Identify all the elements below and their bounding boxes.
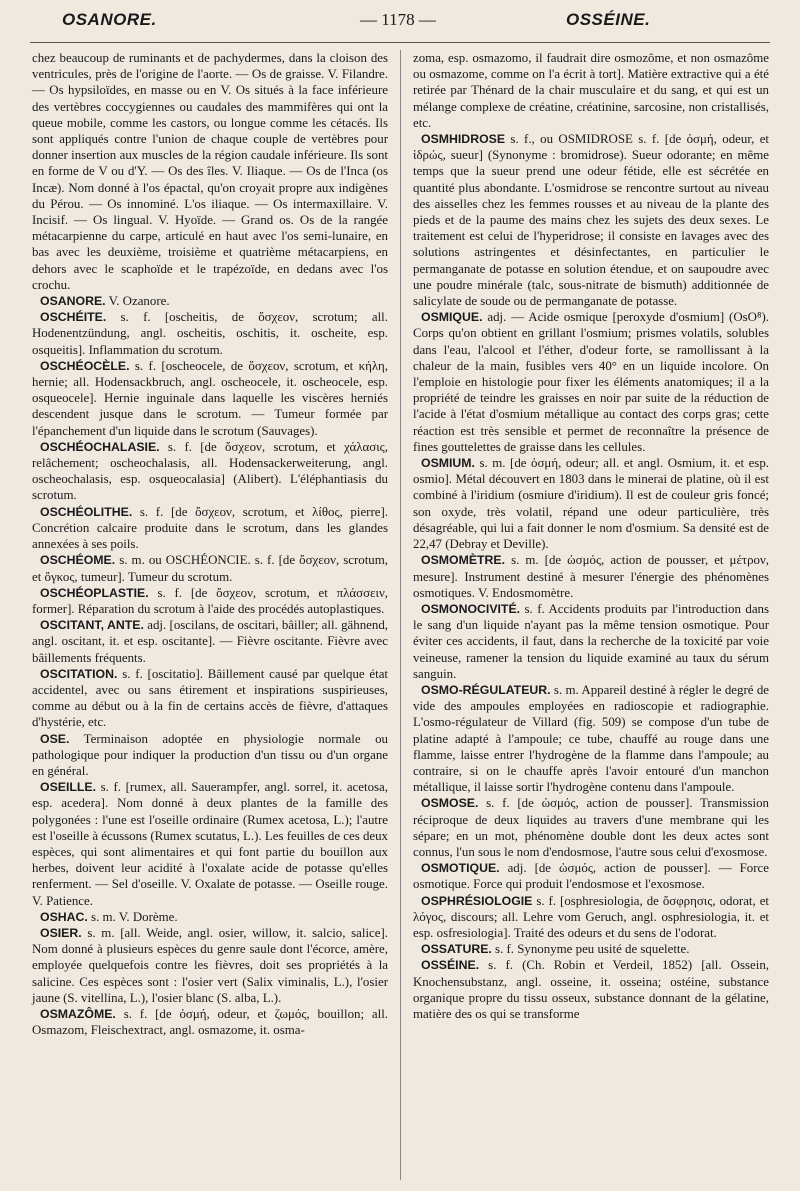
entry-text: s. f. [oscheitis, de ὄσχεον, scrotum; all. Hodenentzündung, angl. oscheitis, oschitis, it. oscheite, esp. osqueitis]. Inflammation du scrotum. [32,310,388,357]
entry-headword: OSMIQUE. [421,310,483,325]
dictionary-entry [413,893,769,942]
entry-headword: OSIER. [40,925,82,940]
header-rule [30,42,770,43]
column-divider [400,50,401,1180]
entry-headword: OSMOTIQUE. [421,861,500,876]
dictionary-entry [32,585,388,617]
entry-headword: OSCHÉOPLASTIE. [40,585,149,600]
dictionary-entry [32,925,388,1006]
entry-text: chez beaucoup de ruminants et de pachydermes, dans la cloison des ventricules, près de l'origine de l'aorte. — Os de graisse. V. Filandre. — Os hypsiloïdes, en masse ou en V. Os situés à la face inférieure des vertèbres coccygiennes ou caudales des mammifères qui ont la queue mobile, comme les castors, ou longue comme les cétacés. Ils sont appliqués contre l'union de chaque couple de vertèbres pour donner insertion aux muscles de la région caudale inférieure. Ils sont en forme de V ou d'Y. — Os des îles. V. Iliaque. — Os de l'Inca (os Incæ). Nom donné à l'os épactal, qu'on croyait propre aux indigènes du Pérou. — Os innominé. L'os iliaque. — Os intermaxillaire. V. Incisif. — Os lingual. V. Hyoïde. — Grand os. Os de la rangée métacarpienne du carpe, articulé en haut avec l'os semi-lunaire, en bas avec les deuxième, troisième et quatrième métacarpiens, en dehors avec le scaphoïde et le trapézoïde, en dedans avec l'os crochu. [32,51,388,292]
entry-headword: OSCHÉOLITHE. [40,504,133,519]
entry-headword: OSPHRÉSIOLOGIE [421,893,533,908]
entry-headword: OSEILLE. [40,780,97,795]
dictionary-entry [32,552,388,584]
entry-headword: OSANORE. [40,294,106,309]
header-right-word: OSSÉINE. [566,10,651,29]
entry-text: s. m. V. Dorème. [87,909,178,924]
entry-headword: OSE. [40,731,70,746]
dictionary-entry [413,957,769,1022]
entry-text: s. f. [de ὀσμή, odeur, et ζωμός, bouillon; all. Osmazom, Fleischextract, angl. osmazome, it. osma- [32,1006,388,1038]
entry-headword: OSCITANT, ANTE. [40,618,144,633]
dictionary-entry [32,909,388,925]
entry-text: s. f. (Ch. Robin et Verdeil, 1852) [all. Ossein, Knochensubstanz, angl. osseine, it. osseina; ostéine, substance organique propre du tissu osseux, substance donnant de la gélatine, matière des os qui se transforme [413,958,769,1021]
entry-text: s. f. [de ὄσχεον, scrotum, et λίθος, pierre]. Concrétion calcaire produite dans le scrotum, dans les glandes annexées à ses poils. [32,504,388,552]
entry-headword: OSCHÉOME. [40,553,116,568]
entry-text: Terminaison adoptée en physiologie normale ou pathologique pour indiquer la production d'un tissu ou d'un organe en général. [32,731,388,778]
entry-headword: OSMOMÈTRE. [421,553,506,568]
dictionary-entry [413,682,769,795]
dictionary-entry [32,293,388,309]
entry-text: s. f. Accidents produits par l'introduction dans le sang d'un liquide n'ayant pas la même tension osmotique. Pour éviter ces accidents, il faut, dans la recherche de la toxicité par voie veineuse, ramener la tension du liquide examiné au taux du sérum sanguin. [413,601,769,681]
dictionary-entry [32,1006,388,1038]
entry-text: s. f. [oscitatio]. Bâillement causé par quelque état accidentel, avec ou sans étirement et inspirations suspirieuses, comme au début ou à la fin de certains accès de fièvre, d'attaques d'hystérie, etc. [32,666,388,730]
entry-text: s. m. [de ὀσμή, odeur; all. et angl. Osmium, it. et esp. osmio]. Métal découvert en 1803 dans le minerai de platine, où il est combiné à l'iridium (osmiure d'iridium). Il est de couleur gris foncé; son oxyde, très volatil, répand une odeur particulière, très désagréable, qui lui a fait donner le nom d'osmium. Sa densité est de 22,47 (Debray et Deville). [413,456,769,552]
right-column [413,50,769,1022]
dictionary-entry [32,731,388,780]
dictionary-entry [413,860,769,892]
entry-text: s. f., ou OSMIDROSE s. f. [de ὀσμή, odeur, et ἱδρώς, sueur] (Synonyme : bromidrose). Sueur odorante; en même temps que la sueur prend une odeur fétide, elle est sécrétée en quantité plus abondante. L'osmidrose se rencontre surtout au niveau des aisselles chez les femmes rousses et au niveau de la plante des pieds et de la paume des mains chez les sujets des deux sexes. Le traitement est celui de l'hyperidrose; il consiste en lavages avec des solutions astringentes et désinfectantes, en particulier le permanganate de potasse en solution étendue, et on saupoudre avec une poudre minérale (talc, sous-nitrate de bismuth) additionnée de salicylate de soude ou de permanganate de potasse. [413,132,769,309]
continued-entry [413,50,769,131]
entry-text: s. m. Appareil destiné à régler le degré de vide des ampoules employées en radioscopie et radiographie. L'osmo-régulateur de Villard (fig. 509) se compose d'un tube de platine adapté à l'ampoule; ce tube, chauffé au rouge dans une flamme, laisse entrer l'hydrogène de la flamme dans l'ampoule; au contraire, si on le chauffe après l'avoir entouré d'un manchon métallique, il laisse sortir l'hydrogène contenu dans l'ampoule. [413,682,769,795]
running-header [0,10,800,40]
entry-text: adj. [oscilans, de oscitari, bâiller; all. gähnend, angl. oscitant, it. et esp. oscitante]. — Fièvre oscitante. Fièvre avec bâillements fréquents. [32,618,388,665]
entry-headword: OSCITATION. [40,666,118,681]
entry-text: s. f. [de ὄσχεον, scrotum, et πλάσσειν, former]. Réparation du scrotum à l'aide des procédés autoplastiques. [32,585,388,616]
entry-text: s. f. [de ὄσχεον, scrotum, et χάλασις, relâchement; oscheochalasis, all. Hodensackerweiterung, angl. oscheochalasis, esp. osqueocalasia] (Alibert). L'éléphantiasis du scrotum. [32,439,388,503]
dictionary-entry [413,455,769,552]
header-left-word: OSANORE. [62,10,157,29]
dictionary-entry [413,131,769,309]
entry-text: s. f. Synonyme peu usité de squelette. [491,942,690,957]
dictionary-entry [413,552,769,601]
continued-entry [32,50,388,293]
entry-text: s. f. [osphresiologia, de ὄσφρησις, odorat, et λόγος, discours; all. Lehre vom Geruch, angl. osphresiologia, it. et esp. osfresiologia]. Traité des odeurs et du sens de l'odorat. [413,893,769,940]
left-column [32,50,388,1038]
entry-text: s. f. [oscheocele, de ὄσχεον, scrotum, et κήλη, hernie; all. Hodensackbruch, angl. oscheocele, it. oscheocele, esp. osqueocele]. Hernie inguinale dans laquelle les viscères herniés descendent jusque dans le scrotum. — Tumeur formée par l'épanchement d'un liquide dans le scrotum (Sauvages). [32,358,388,438]
entry-headword: OSSATURE. [421,942,492,957]
dictionary-entry [32,666,388,731]
dictionary-entry [413,601,769,682]
entry-text: s. m. [de ὠσμός, action de pousser, et μέτρον, mesure]. Instrument destiné à mesurer l'énergie des phénomènes osmotiques. V. Endosmomètre. [413,553,769,600]
entry-headword: OSCHÉOCHALASIE. [40,439,160,454]
dictionary-entry [32,617,388,666]
entry-text: zoma, esp. osmazomo, il faudrait dire osmozôme, et non osmazôme ou osmazome, comme on l'a écrit à tort]. Matière extractive qui a été retirée par Thénard de la chair musculaire et du sang, et qui est un mélange complexe de créatine, créatinine, sarcosine, non cristallisés, etc. [413,51,769,130]
entry-text: s. f. [de ὠσμός, action de pousser]. Transmission réciproque de deux liquides au travers d'une membrane qui les sépare; en un mot, phénomène double dont les deux actes sont connus, l'un sous le nom d'endosmose, l'autre sous celui d'exosmose. [413,796,769,859]
dictionary-entry [32,358,388,439]
entry-headword: OSMOSE. [421,796,479,811]
entry-text: s. m. [all. Weide, angl. osier, willow, it. salcio, salice]. Nom donné à plusieurs espèces du genre saule dont l'écorce, amère, employée quelquefois contre les fièvres, doit ses propriétés à la salicine. Ces espèces sont : l'osier vert (Salix viminalis, L.), l'osier jaune (S. vitellina, L.), l'osier blanc (S. alba, L.). [32,925,388,1005]
entry-headword: OSCHÉOCÈLE. [40,358,130,373]
entry-headword: OSMHIDROSE [421,132,506,147]
entry-text: V. Ozanore. [105,294,170,309]
dictionary-entry [413,795,769,860]
entry-headword: OSMO-RÉGULATEUR. [421,682,551,697]
entry-headword: OSSÉINE. [421,958,480,973]
dictionary-entry [32,309,388,358]
entry-headword: OSMONOCIVITÉ. [421,601,521,616]
dictionary-entry [413,309,769,455]
dictionary-entry [32,779,388,909]
entry-headword: OSHAC. [40,909,88,924]
dictionary-entry [413,941,769,957]
page-number: — 1178 — [360,10,436,29]
entry-text: s. f. [rumex, all. Sauerampfer, angl. sorrel, it. acetosa, esp. acedera]. Nom donné à deux plantes de la famille des polygonées : l'une est l'oseille ordinaire (Rumex acetosa, L.); l'autre est l'oseille à écussons (Rumex scutatus, L.). Les feuilles de ces deux espèces, qui sont alimentaires et qui font partie du bouillon aux herbes, doivent leur acidité à l'oxalate acide de potasse qu'elles renferment. — Sel d'oseille. V. Oxalate de potasse. — Oseille rouge. V. Patience. [32,780,389,908]
dictionary-entry [32,504,388,553]
entry-text: adj. [de ὠσμός, action de pousser]. — Force osmotique. Force qui produit l'endosmose et l'exosmose. [413,861,769,892]
entry-text: s. m. ou OSCHÉONCIE. s. f. [de ὄσχεον, scrotum, et ὄγκος, tumeur]. Tumeur du scrotum. [32,553,388,584]
entry-headword: OSCHÉITE. [40,310,107,325]
entry-headword: OSMIUM. [421,456,475,471]
entry-text: adj. — Acide osmique [peroxyde d'osmium] (OsO⁸). Corps qu'on obtient en grillant l'osmium; prismes volatils, solubles dans l'eau, l'alcool et l'éther, d'odeur forte, se ramollissant à la chaleur de la main, fusibles vers 40° en un liquide incolore. On l'emploie en histologie pour fixer les éléments anatomiques; il a la propriété de teindre les graisses en noir par suite de la réduction de l'acide à l'état d'osmium métallique au contact des corps gras; cette réaction est très sensible et permet de reconnaître la présence de fines gouttelettes de graisse dans les cellules. [413,310,769,454]
entry-headword: OSMAZÔME. [40,1006,116,1021]
dictionary-entry [32,439,388,504]
